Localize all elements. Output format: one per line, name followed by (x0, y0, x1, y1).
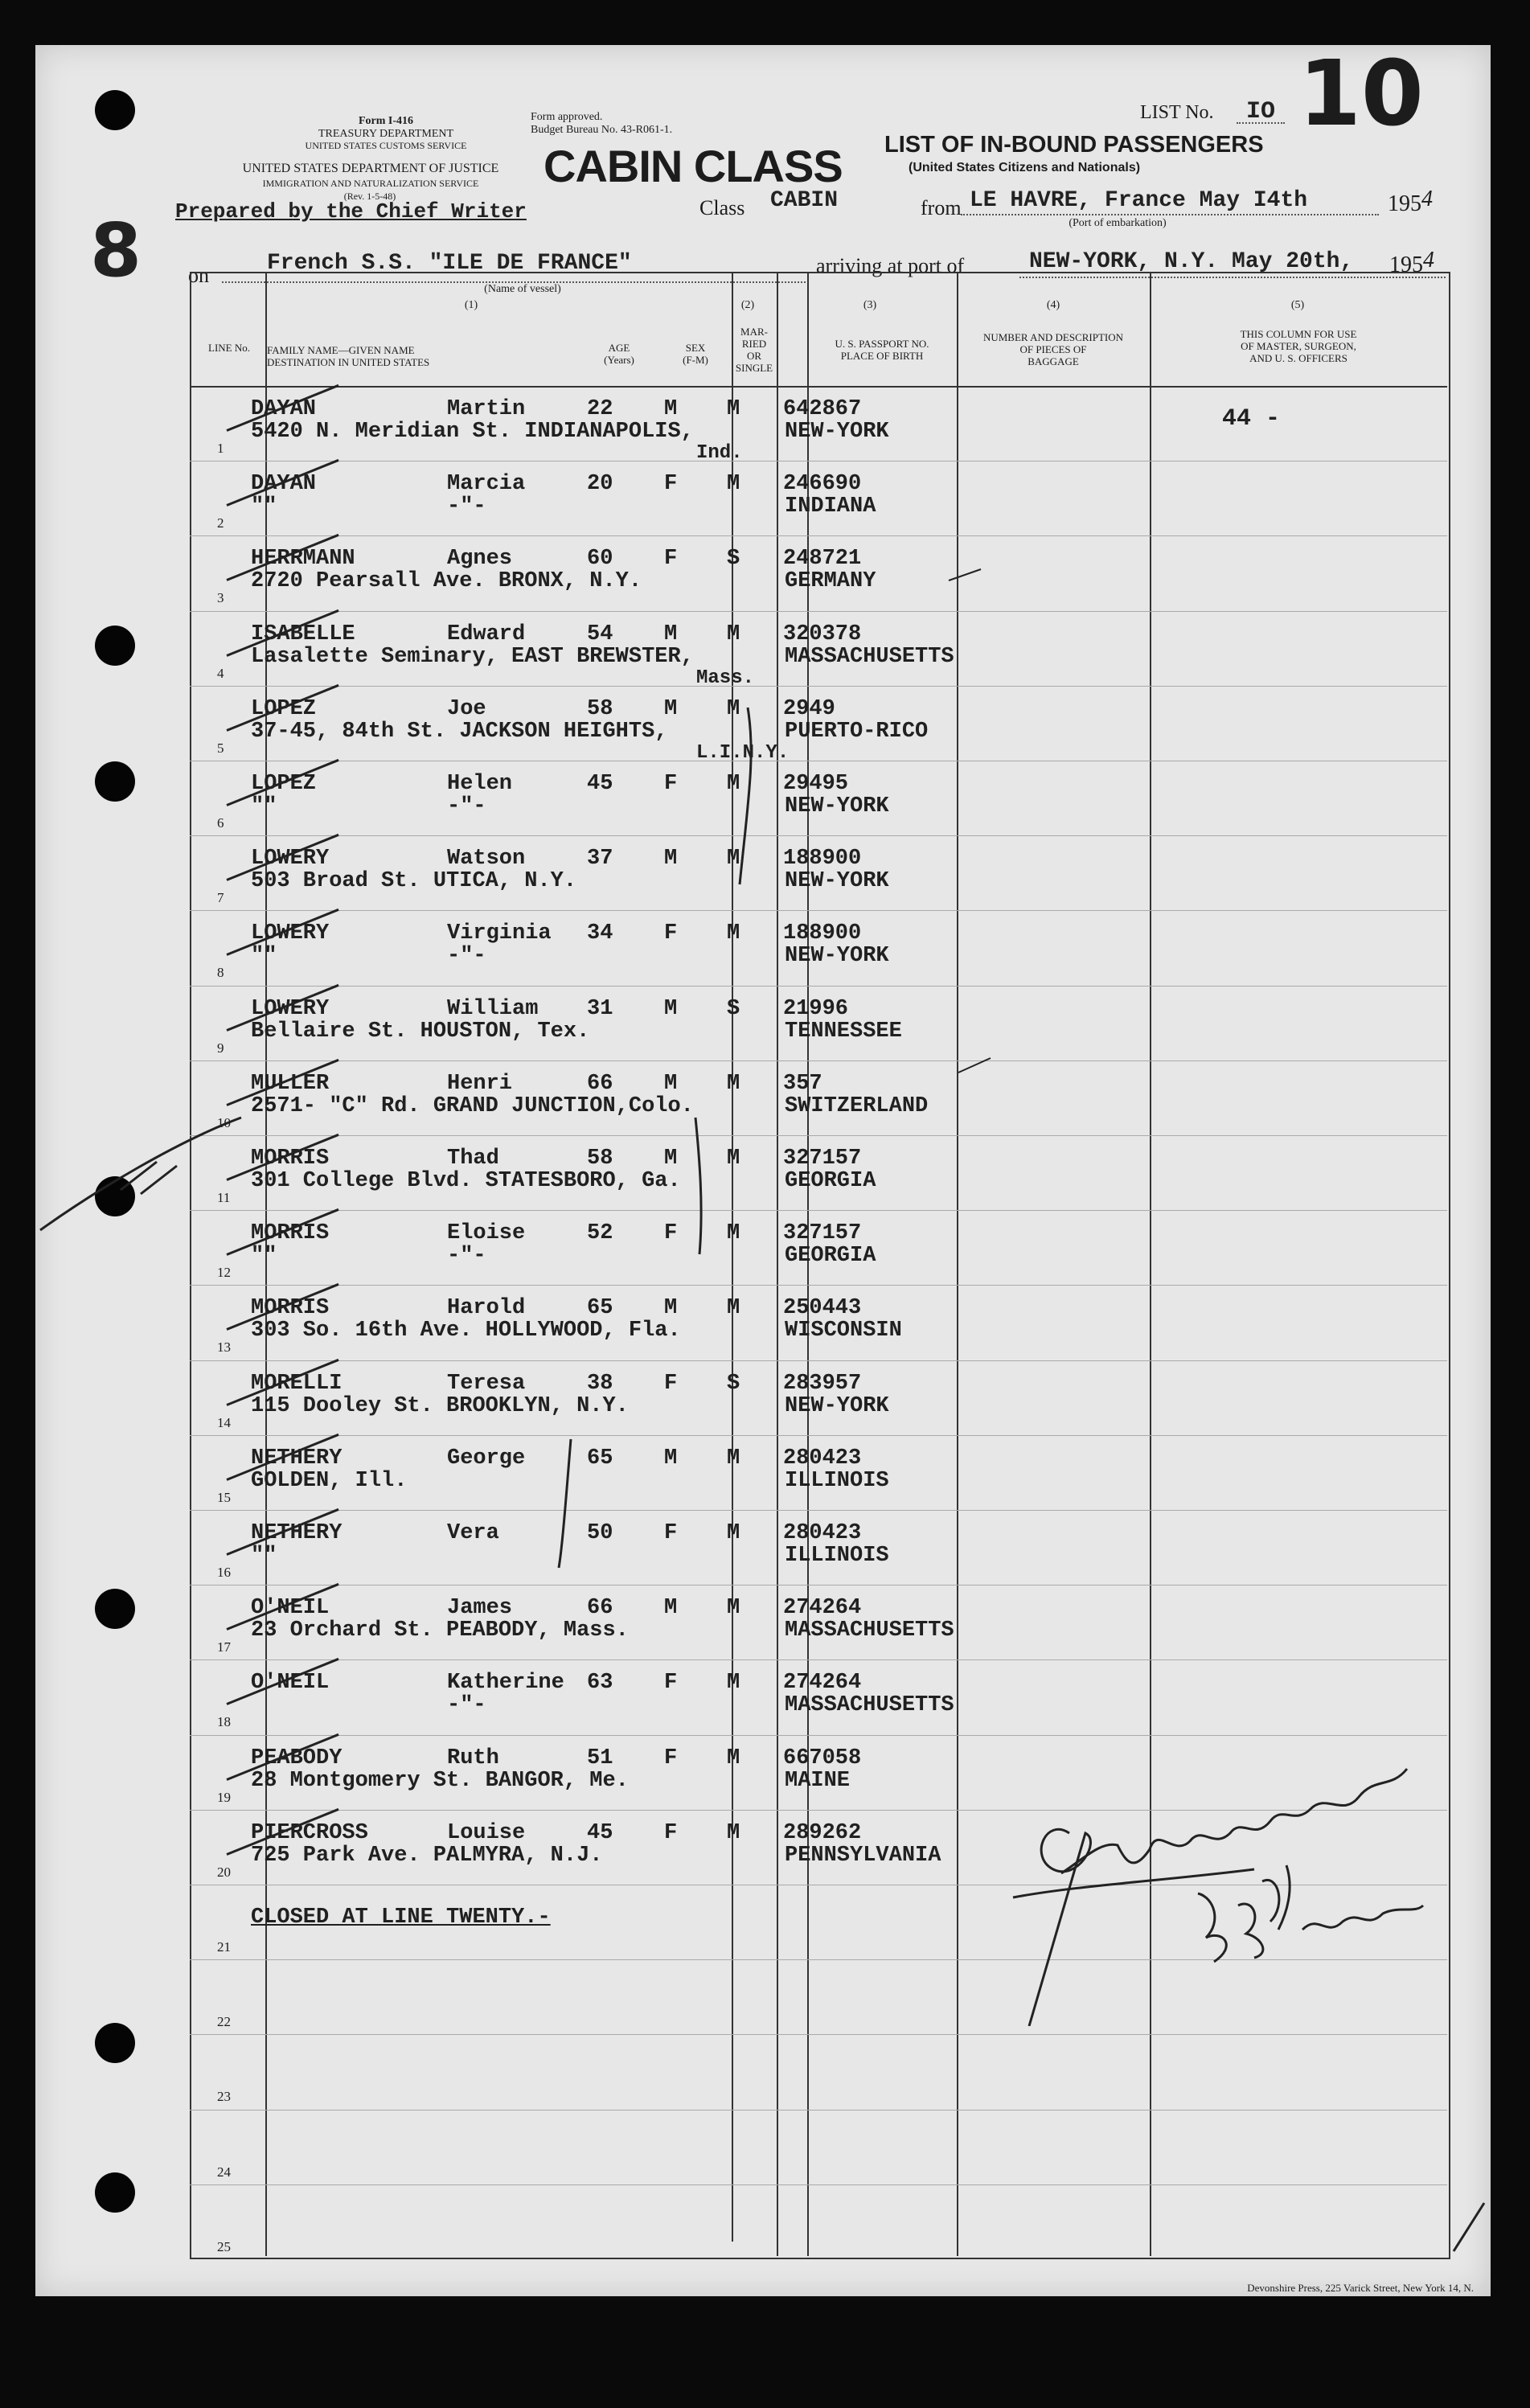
given-name: Helen (447, 772, 513, 796)
sex: M (664, 996, 678, 1021)
form-approved: Form approved. (531, 111, 603, 123)
given-name: Martin (447, 397, 526, 421)
arrival-value: NEW-YORK, N.Y. May 20th, (1029, 249, 1354, 274)
ditto-mark: -"- (447, 794, 486, 818)
marital-status: M (727, 621, 740, 646)
marital-status: S (727, 1371, 740, 1396)
age: 51 (587, 1745, 613, 1770)
age: 58 (587, 696, 613, 721)
col-header-line-no: LINE No. (208, 342, 250, 354)
destination: 503 Broad St. UTICA, N.Y. (251, 869, 577, 894)
place-of-birth: NEW-YORK (785, 869, 889, 894)
passport-number: 283957 (783, 1371, 862, 1396)
place-of-birth: MAINE (785, 1768, 851, 1793)
marital-status: M (727, 1071, 740, 1096)
sex: M (664, 1071, 678, 1096)
line-number: 5 (217, 740, 224, 756)
sex: F (664, 1371, 678, 1396)
passport-number: 188900 (783, 847, 862, 872)
vessel-name: French S.S. "ILE DE FRANCE" (267, 251, 632, 276)
place-of-birth: MASSACHUSETTS (785, 644, 954, 669)
passport-number: 357 (783, 1071, 822, 1096)
passport-number: 320378 (783, 621, 862, 646)
destination: 23 Orchard St. PEABODY, Mass. (251, 1618, 629, 1643)
given-name: Teresa (447, 1371, 526, 1396)
ditto-mark: -"- (447, 1244, 486, 1269)
line-number: 12 (217, 1265, 231, 1281)
line-number: 7 (217, 890, 224, 906)
line-number: 23 (217, 2089, 231, 2105)
given-name: Agnes (447, 547, 513, 572)
class-value: CABIN (770, 188, 839, 213)
marital-status: M (727, 397, 740, 421)
prepared-by: Prepared by the Chief Writer (175, 199, 527, 224)
marital-status: M (727, 1221, 740, 1246)
marital-status: M (727, 847, 740, 872)
passport-number: 667058 (783, 1745, 862, 1770)
year-2: 195 (1389, 252, 1423, 277)
family-name: NETHERY (251, 1521, 343, 1545)
age: 45 (587, 772, 613, 796)
port-embark-caption: (Port of embarkation) (1069, 217, 1167, 229)
passport-number: 289262 (783, 1820, 862, 1845)
age: 37 (587, 847, 613, 872)
sex: M (664, 1596, 678, 1621)
destination: Lasalette Seminary, EAST BREWSTER, (251, 644, 694, 669)
line-number: 3 (217, 590, 224, 606)
col-header-married: MAR- RIED OR SINGLE (735, 326, 773, 374)
line-number: 4 (217, 665, 224, 681)
line-number: 2 (217, 515, 224, 531)
destination: 2571- "C" Rd. GRAND JUNCTION,Colo. (251, 1093, 694, 1118)
destination: 303 So. 16th Ave. HOLLYWOOD, Fla. (251, 1319, 681, 1343)
passport-number: 280423 (783, 1521, 862, 1545)
age: 22 (587, 397, 613, 421)
age: 58 (587, 1147, 613, 1171)
destination: GOLDEN, Ill. (251, 1468, 408, 1493)
line-number: 19 (217, 1789, 231, 1805)
family-name: MULLER (251, 1071, 330, 1096)
sex: F (664, 1820, 678, 1845)
marital-status: M (727, 1745, 740, 1770)
column-number: (5) (1290, 299, 1305, 311)
family-name: DAYAN (251, 397, 317, 421)
sex: M (664, 1147, 678, 1171)
passport-number: 274264 (783, 1596, 862, 1621)
line-number: 14 (217, 1414, 231, 1430)
family-name: LOWERY (251, 847, 330, 872)
sex: F (664, 1521, 678, 1545)
place-of-birth: NEW-YORK (785, 794, 889, 818)
line-number: 21 (217, 1939, 231, 1955)
col-header-passport: U. S. PASSPORT NO. PLACE OF BIRTH (835, 338, 929, 362)
age: 60 (587, 547, 613, 572)
given-name: Vera (447, 1521, 499, 1545)
year-2-hand: 4 (1423, 248, 1434, 273)
treasury-dept: TREASURY DEPARTMENT (318, 128, 454, 140)
destination: "" (251, 494, 277, 519)
family-name: ISABELLE (251, 621, 355, 646)
passport-number: 188900 (783, 921, 862, 946)
passport-number: 274264 (783, 1671, 862, 1696)
from-value: LE HAVRE, France May I4th (970, 188, 1308, 213)
family-name: NETHERY (251, 1446, 343, 1471)
line-number: 24 (217, 2164, 231, 2180)
form-number: Form I-416 (358, 115, 414, 127)
age: 31 (587, 996, 613, 1021)
family-name: PIERCROSS (251, 1820, 368, 1845)
given-name: Katherine (447, 1671, 564, 1696)
destination-state: Mass. (696, 667, 755, 689)
marital-status: S (727, 547, 740, 572)
margin-mark: 8 (90, 207, 142, 293)
class-label: Class (699, 196, 745, 219)
given-name: Henri (447, 1071, 513, 1096)
destination: 37-45, 84th St. JACKSON HEIGHTS, (251, 719, 668, 744)
destination: "" (251, 944, 277, 969)
column-number: (1) (464, 299, 478, 311)
passport-number: 21996 (783, 996, 849, 1021)
line-number: 17 (217, 1639, 231, 1655)
passport-number: 248721 (783, 547, 862, 572)
place-of-birth: INDIANA (785, 494, 876, 519)
line-number: 9 (217, 1040, 224, 1056)
customs-service: UNITED STATES CUSTOMS SERVICE (305, 140, 467, 151)
destination: 115 Dooley St. BROOKLYN, N.Y. (251, 1393, 629, 1418)
place-of-birth: NEW-YORK (785, 420, 889, 444)
passport-number: 327157 (783, 1221, 862, 1246)
list-number-large: 10 (1298, 42, 1424, 146)
sex: F (664, 1221, 678, 1246)
line-number: 22 (217, 2014, 231, 2030)
marital-status: M (727, 1671, 740, 1696)
line-number: 16 (217, 1565, 231, 1580)
line-number: 11 (217, 1190, 231, 1205)
closing-note: CLOSED AT LINE TWENTY.- (251, 1905, 551, 1930)
officer-note: 44 - (1222, 405, 1281, 433)
sex: F (664, 1745, 678, 1770)
passport-number: 280423 (783, 1446, 862, 1471)
line-number: 15 (217, 1489, 231, 1505)
line-number: 18 (217, 1714, 231, 1730)
marital-status: M (727, 472, 740, 497)
age: 66 (587, 1596, 613, 1621)
sex: M (664, 621, 678, 646)
destination: 5420 N. Meridian St. INDIANAPOLIS, (251, 420, 694, 444)
given-name: Edward (447, 621, 526, 646)
place-of-birth: NEW-YORK (785, 1393, 889, 1418)
family-name: O'NEIL (251, 1671, 330, 1696)
marital-status: M (727, 696, 740, 721)
destination: 2720 Pearsall Ave. BRONX, N.Y. (251, 569, 642, 594)
sex: F (664, 772, 678, 796)
age: 52 (587, 1221, 613, 1246)
family-name: HERRMANN (251, 547, 355, 572)
age: 38 (587, 1371, 613, 1396)
col-header-baggage: NUMBER AND DESCRIPTION OF PIECES OF BAGGAGE (982, 331, 1124, 367)
passport-number: 642867 (783, 397, 862, 421)
marital-status: S (727, 996, 740, 1021)
place-of-birth: PUERTO-RICO (785, 719, 929, 744)
sex: M (664, 1296, 678, 1321)
sex: M (664, 397, 678, 421)
budget-bureau: Budget Bureau No. 43-R061-1. (531, 124, 673, 136)
line-number: 20 (217, 1864, 231, 1880)
place-of-birth: WISCONSIN (785, 1319, 902, 1343)
revision: (Rev. 1-5-48) (343, 191, 396, 202)
list-no-typed: IO (1246, 98, 1276, 125)
column-number: (4) (1046, 299, 1060, 311)
marital-status: M (727, 1596, 740, 1621)
destination: "" (251, 1544, 277, 1568)
sex: M (664, 696, 678, 721)
passport-number: 29495 (783, 772, 849, 796)
destination-state: L.I.N.Y. (696, 741, 790, 764)
age: 66 (587, 1071, 613, 1096)
destination: "" (251, 794, 277, 818)
age: 63 (587, 1671, 613, 1696)
ins-service: IMMIGRATION AND NATURALIZATION SERVICE (262, 178, 479, 189)
destination: 301 College Blvd. STATESBORO, Ga. (251, 1169, 681, 1193)
given-name: James (447, 1596, 513, 1621)
on-label: on (188, 264, 209, 287)
marital-status: M (727, 1296, 740, 1321)
age: 54 (587, 621, 613, 646)
age: 45 (587, 1820, 613, 1845)
sex: F (664, 472, 678, 497)
destination: Bellaire St. HOUSTON, Tex. (251, 1019, 590, 1044)
place-of-birth: ILLINOIS (785, 1468, 889, 1493)
place-of-birth: NEW-YORK (785, 944, 889, 969)
family-name: MORRIS (251, 1221, 330, 1246)
col-header-sex: SEX (F-M) (683, 342, 708, 366)
marital-status: M (727, 772, 740, 796)
given-name: Marcia (447, 472, 526, 497)
col-header-name: FAMILY NAME—GIVEN NAME DESTINATION IN UNITED STATES (267, 344, 430, 368)
given-name: Virginia (447, 921, 552, 946)
marital-status: M (727, 1446, 740, 1471)
family-name: MORRIS (251, 1147, 330, 1171)
place-of-birth: SWITZERLAND (785, 1093, 929, 1118)
family-name: LOPEZ (251, 696, 317, 721)
place-of-birth: PENNSYLVANIA (785, 1843, 941, 1868)
given-name: Louise (447, 1820, 526, 1845)
sex: M (664, 1446, 678, 1471)
column-number: (2) (740, 299, 755, 311)
passport-number: 250443 (783, 1296, 862, 1321)
line-number: 8 (217, 965, 224, 981)
given-name: Harold (447, 1296, 526, 1321)
place-of-birth: MASSACHUSETTS (785, 1693, 954, 1718)
family-name: LOWERY (251, 921, 330, 946)
passport-number: 327157 (783, 1147, 862, 1171)
destination-state: Ind. (696, 442, 743, 464)
vessel-caption: (Name of vessel) (484, 283, 561, 295)
family-name: MORRIS (251, 1296, 330, 1321)
line-number: 6 (217, 815, 224, 831)
col-header-age: AGE (Years) (604, 342, 634, 366)
place-of-birth: GERMANY (785, 569, 876, 594)
ditto-mark: -"- (447, 1693, 486, 1718)
sex: F (664, 547, 678, 572)
from-label: from (921, 196, 962, 219)
marital-status: M (727, 921, 740, 946)
destination: "" (251, 1244, 277, 1269)
given-name: George (447, 1446, 526, 1471)
age: 65 (587, 1446, 613, 1471)
arriving-label: arriving at port of (816, 254, 965, 277)
family-name: PEABODY (251, 1745, 343, 1770)
given-name: Eloise (447, 1221, 526, 1246)
place-of-birth: MASSACHUSETTS (785, 1618, 954, 1643)
place-of-birth: TENNESSEE (785, 1019, 902, 1044)
ditto-mark: -"- (447, 494, 486, 519)
passport-number: 246690 (783, 472, 862, 497)
given-name: Thad (447, 1147, 499, 1171)
col-header-officers: THIS COLUMN FOR USE OF MASTER, SURGEON, AND U. S. OFFICERS (1240, 328, 1357, 364)
sex: F (664, 1671, 678, 1696)
marital-status: M (727, 1820, 740, 1845)
line-number: 13 (217, 1339, 231, 1356)
line-number: 10 (217, 1114, 231, 1130)
given-name: William (447, 996, 539, 1021)
year-1: 195 (1388, 191, 1421, 216)
sex: F (664, 921, 678, 946)
line-number: 25 (217, 2238, 231, 2254)
ditto-mark: -"- (447, 944, 486, 969)
age: 20 (587, 472, 613, 497)
family-name: MORELLI (251, 1371, 343, 1396)
year-1-hand: 4 (1421, 187, 1433, 211)
family-name: O'NEIL (251, 1596, 330, 1621)
marital-status: M (727, 1521, 740, 1545)
list-subtitle: (United States Citizens and Nationals) (909, 161, 1141, 174)
destination: 725 Park Ave. PALMYRA, N.J. (251, 1843, 603, 1868)
place-of-birth: GEORGIA (785, 1169, 876, 1193)
given-name: Joe (447, 696, 486, 721)
passport-number: 2949 (783, 696, 835, 721)
sex: M (664, 847, 678, 872)
age: 65 (587, 1296, 613, 1321)
list-no-label: LIST No. (1140, 102, 1214, 123)
place-of-birth: ILLINOIS (785, 1544, 889, 1568)
column-number: (3) (863, 299, 877, 311)
given-name: Watson (447, 847, 526, 872)
list-title: LIST OF IN-BOUND PASSENGERS (884, 132, 1264, 158)
family-name: DAYAN (251, 472, 317, 497)
line-number: 1 (217, 441, 224, 456)
age: 34 (587, 921, 613, 946)
family-name: LOWERY (251, 996, 330, 1021)
marital-status: M (727, 1147, 740, 1171)
destination: 28 Montgomery St. BANGOR, Me. (251, 1768, 629, 1793)
printer-credit: Devonshire Press, 225 Varick Street, New York 14, N. (1247, 2282, 1474, 2294)
family-name: LOPEZ (251, 772, 317, 796)
age: 50 (587, 1521, 613, 1545)
place-of-birth: GEORGIA (785, 1244, 876, 1269)
cabin-class-stamp: CABIN CLASS (543, 141, 843, 191)
given-name: Ruth (447, 1745, 499, 1770)
justice-dept: UNITED STATES DEPARTMENT OF JUSTICE (242, 162, 499, 175)
